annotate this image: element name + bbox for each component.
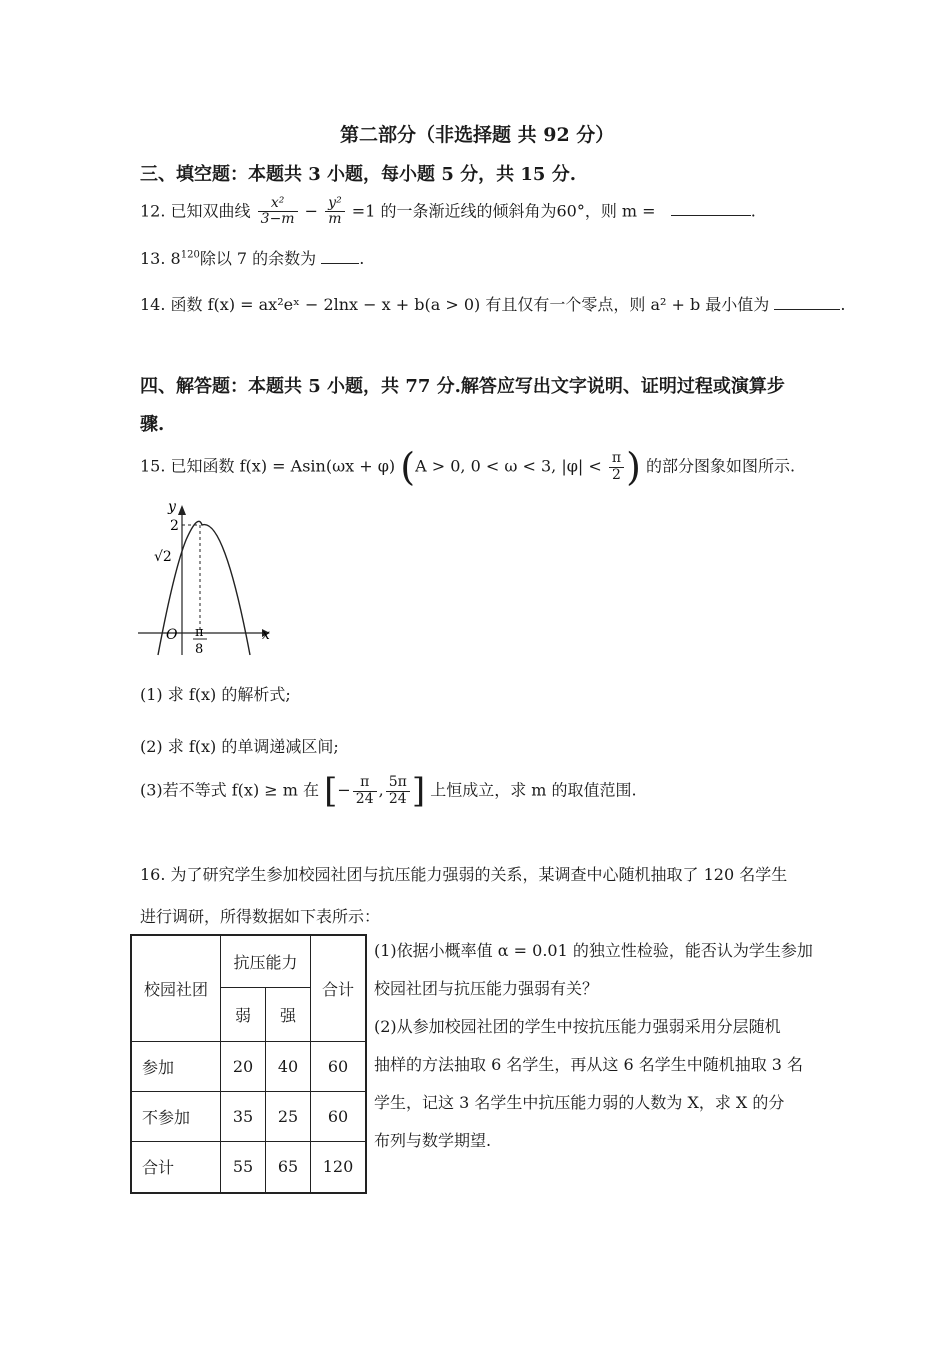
y-tick-2: 2 <box>170 518 179 534</box>
q12-frac1-num: x² <box>258 196 298 212</box>
q15-sub3-right-bracket: ] <box>411 771 426 811</box>
row-label: 合计 <box>131 1141 221 1193</box>
q15-right-paren: ) <box>626 445 641 489</box>
table-head-total: 合计 <box>311 935 367 1041</box>
q16-right-line: 抽样的方法抽取 6 名学生，再从这 6 名学生中随机抽取 3 名 <box>374 1055 804 1074</box>
q14-number: 14. <box>140 295 166 314</box>
table-head-strong: 强 <box>266 987 311 1041</box>
q12-number: 12. <box>140 201 166 221</box>
origin-label: O <box>166 627 178 643</box>
q12-fraction-y <box>325 196 345 228</box>
cell-weak: 55 <box>221 1141 266 1193</box>
cell-total: 60 <box>311 1041 367 1091</box>
table-head-club: 校园社团 <box>131 935 221 1041</box>
q12-answer-blank[interactable] <box>671 199 751 216</box>
row-label: 不参加 <box>131 1091 221 1141</box>
q13-end: . <box>359 249 365 268</box>
question-14 <box>140 292 846 315</box>
q15-sub3-a-den: 24 <box>355 790 374 807</box>
q15-sub3-neg: − <box>337 780 351 800</box>
q12-minus: − <box>304 201 319 221</box>
q15-sub1: (1) 求 f(x) 的解析式; <box>140 685 291 704</box>
q16-right-line: 校园社团与抗压能力强弱有关？ <box>374 979 599 998</box>
q15-sub3-left-bracket: [ <box>324 771 338 811</box>
x-axis-label: x <box>262 627 270 643</box>
cell-weak: 35 <box>221 1091 266 1141</box>
cell-total: 120 <box>311 1141 367 1193</box>
q15-number: 15. <box>140 456 166 476</box>
q12-suffix: =1 的一条渐近线的倾斜角为60°，则 m = <box>351 201 656 221</box>
section3-title: 三、填空题：本题共 3 小题，每小题 5 分，共 15 分. <box>140 164 576 185</box>
sine-graph <box>130 495 290 670</box>
q15-sub3-frac-a <box>353 775 377 807</box>
q13-text: 除以 7 的余数为 <box>199 249 317 268</box>
table-head-ability: 抗压能力 <box>221 935 311 987</box>
q13-exponent: 120 <box>180 249 200 261</box>
y-tick-sqrt2: √2 <box>154 549 172 565</box>
q16-line2: 进行调研，所得数据如下表所示： <box>140 907 381 926</box>
q14-text: 函数 f(x) = ax²eˣ − 2lnx − x + b(a > 0) 有且仅有一个零点，则 a² + b 最小值为 <box>170 295 770 314</box>
section4-title-line2: 骤. <box>140 414 165 435</box>
q15-left-paren: ( <box>400 445 416 489</box>
cell-strong: 25 <box>266 1091 311 1141</box>
q15-suffix: 的部分图象如图所示. <box>646 456 796 476</box>
q15-pi-den: 2 <box>612 466 621 483</box>
q14-end: . <box>840 295 846 314</box>
cell-strong: 40 <box>266 1041 311 1091</box>
x-tick-8: 8 <box>195 642 204 657</box>
table-row <box>131 1041 366 1091</box>
q12-prefix: 已知双曲线 <box>170 201 251 221</box>
q12-end: . <box>750 201 756 221</box>
q15-sub3-a-num: π <box>353 775 377 791</box>
q15-sub3-b-den: 24 <box>388 790 407 807</box>
table-head-weak: 弱 <box>221 987 266 1041</box>
q13-base: 8 <box>170 249 181 268</box>
q15-conditions: A > 0, 0 < ω < 3, |φ| < <box>415 456 602 476</box>
q16-right-line: 学生，记这 3 名学生中抗压能力弱的人数为 X，求 X 的分 <box>374 1093 785 1112</box>
q15-sub3-b-num: 5π <box>386 775 410 791</box>
q16-right-line: (1)依据小概率值 α = 0.01 的独立性检验，能否认为学生参加 <box>374 941 813 960</box>
q15-sub3-prefix: (3)若不等式 f(x) ≥ m 在 <box>140 780 320 800</box>
q15-pi-over-2 <box>609 451 624 483</box>
q15-prefix: 已知函数 f(x) = Asin(ωx + φ) <box>170 456 396 476</box>
row-label: 参加 <box>131 1041 221 1091</box>
q12-frac1-den: 3−m <box>260 211 295 228</box>
q15-pi-num: π <box>609 451 624 467</box>
part-title: 第二部分（非选择题 共 92 分） <box>340 124 615 146</box>
question-13 <box>140 246 364 269</box>
y-axis-label: y <box>168 499 176 515</box>
cell-weak: 20 <box>221 1041 266 1091</box>
q15-sub3: (3)若不等式 f(x) ≥ m 在 [− $\frac{\pi}{24}$ , $\frac{5\pi}{24}$ ] 上恒成立，求 m 的取值范围. <box>140 771 637 811</box>
cell-strong: 65 <box>266 1141 311 1193</box>
q16-right-line: 布列与数学期望. <box>374 1131 492 1150</box>
q15-sub2: (2) 求 f(x) 的单调递减区间; <box>140 737 339 756</box>
q13-number: 13. <box>140 249 166 268</box>
q15-sub3-frac-b <box>386 775 410 807</box>
y-axis-arrow <box>178 505 186 515</box>
section4-title-line1: 四、解答题：本题共 5 小题，共 77 分.解答应写出文字说明、证明过程或演算步 <box>140 376 785 397</box>
q13-answer-blank[interactable] <box>321 247 359 264</box>
cell-total: 60 <box>311 1091 367 1141</box>
data-table <box>130 934 367 1194</box>
q16-line1: 16. 为了研究学生参加校园社团与抗压能力强弱的关系，某调查中心随机抽取了 120 名学生 <box>140 865 788 884</box>
q14-answer-blank[interactable] <box>774 293 840 310</box>
q16-right-text <box>374 932 813 1160</box>
x-tick-pi: π <box>195 625 204 640</box>
q16-right-line: (2)从参加校园社团的学生中按抗压能力强弱采用分层随机 <box>374 1017 781 1036</box>
table-row <box>131 1141 366 1193</box>
question-15 <box>140 445 796 489</box>
table-row <box>131 1091 366 1141</box>
q12-frac2-den: m <box>328 211 342 228</box>
question-12 <box>140 196 756 228</box>
q12-fraction-x <box>258 196 298 228</box>
q12-frac2-num: y² <box>325 196 345 212</box>
q15-sub3-suffix: 上恒成立，求 m 的取值范围. <box>430 780 637 800</box>
